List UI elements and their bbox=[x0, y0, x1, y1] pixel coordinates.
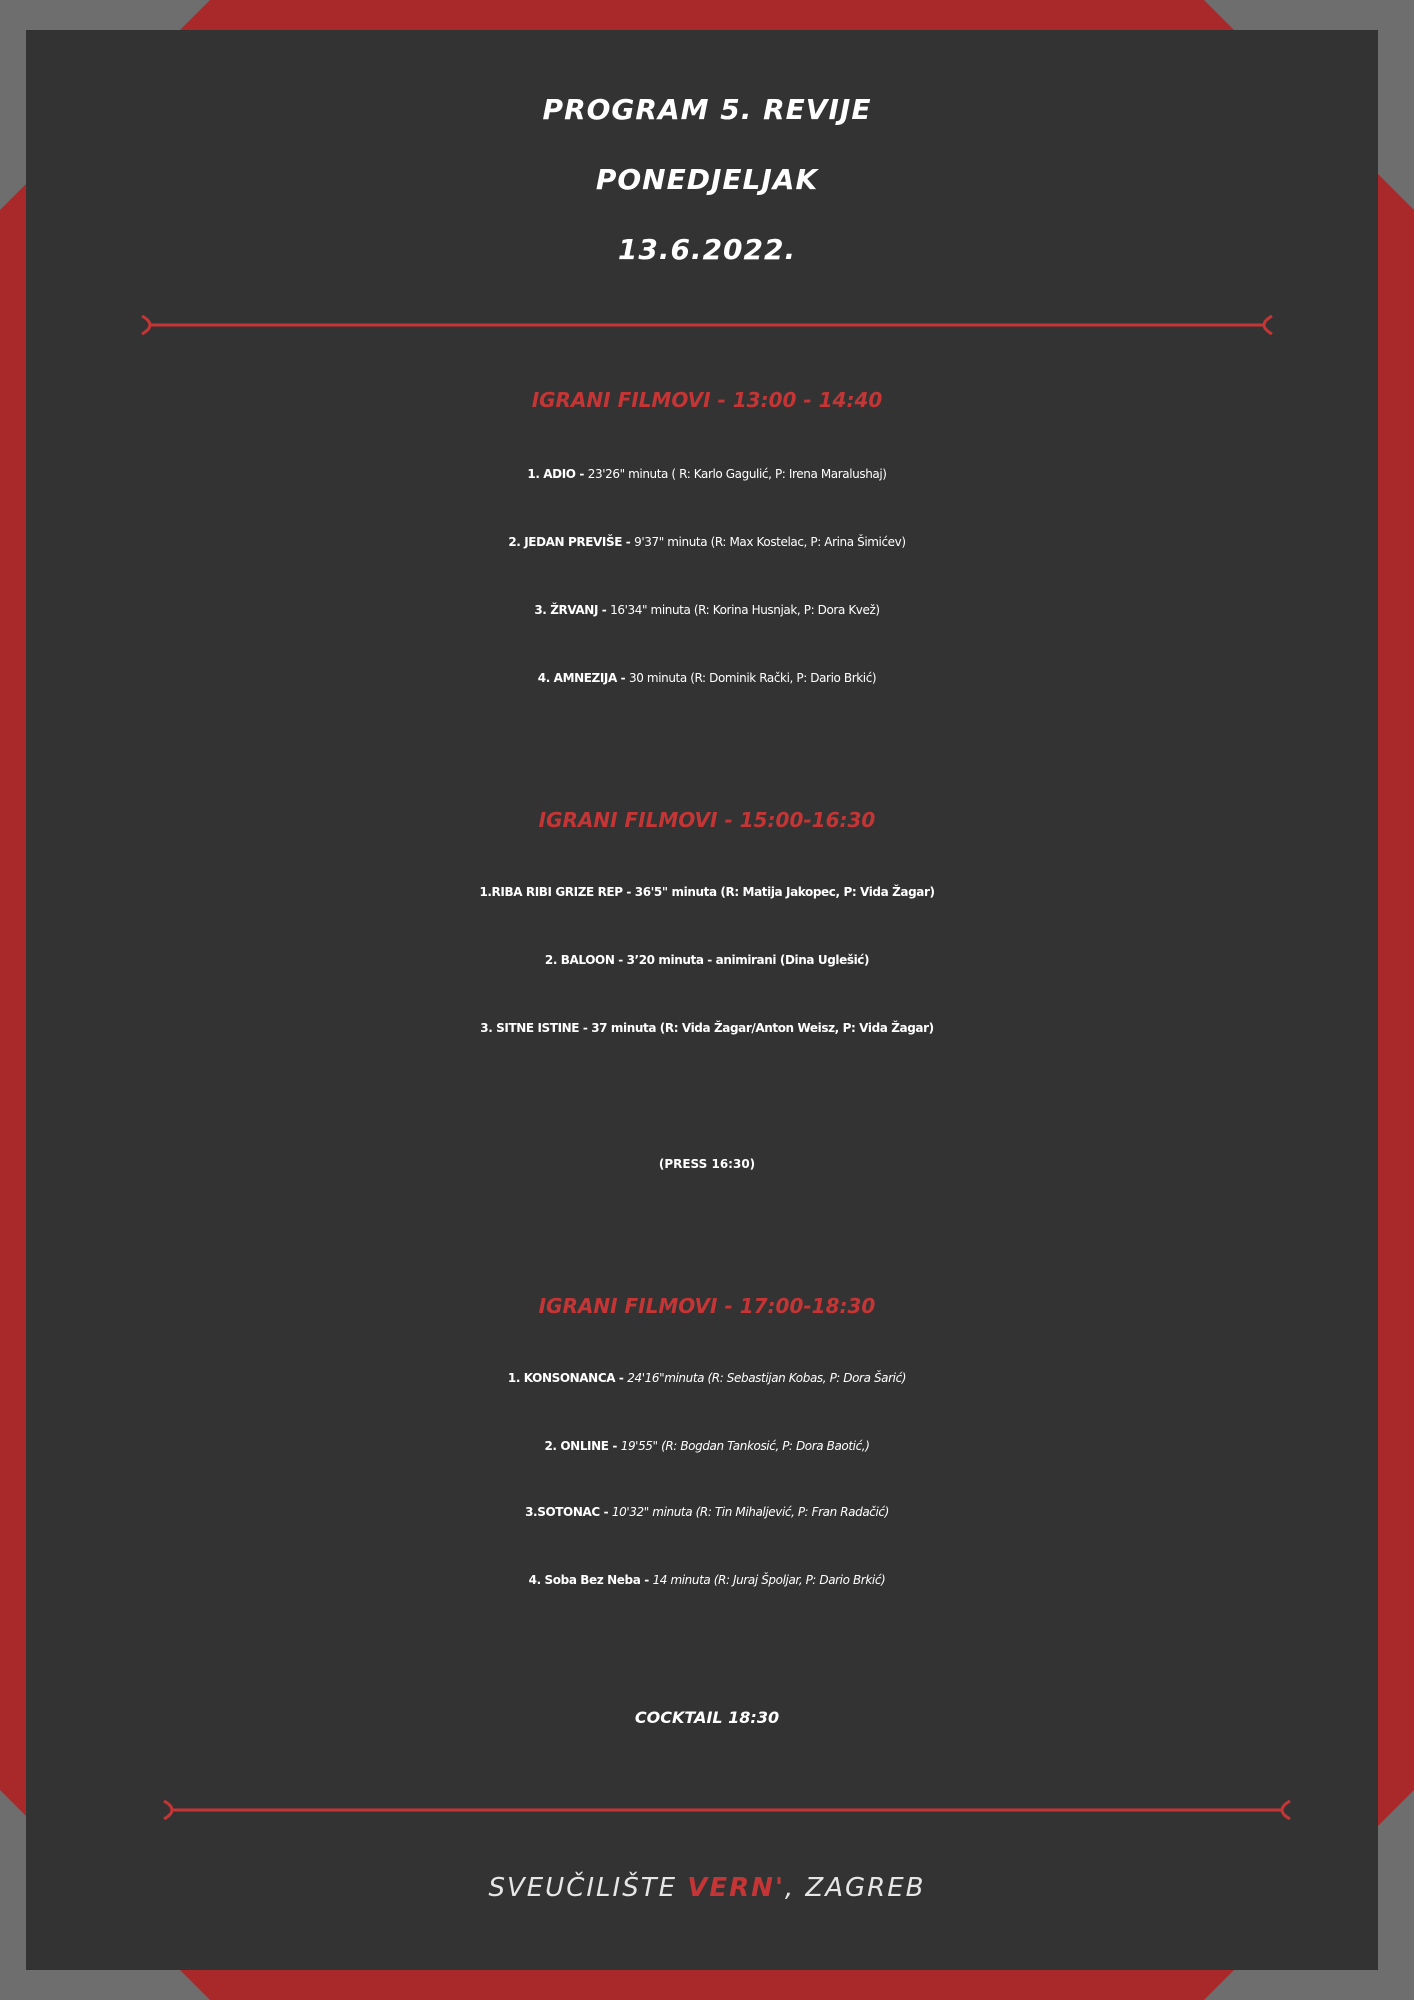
divider-top bbox=[140, 315, 1274, 335]
film-details: 19'55" (R: Bogdan Tankosić, P: Dora Baotić,) bbox=[620, 1439, 870, 1453]
film-title: 4. Soba Bez Neba - bbox=[528, 1573, 653, 1587]
film-title: 2. JEDAN PREVIŠE - bbox=[508, 535, 635, 549]
section-2-item-2 bbox=[0, 938, 1414, 982]
title-line-2: PONEDJELJAK bbox=[595, 163, 819, 196]
film-entry: 3. SITNE ISTINE - 37 minuta (R: Vida Žagar/Anton Weisz, P: Vida Žagar) bbox=[480, 1021, 934, 1035]
section-2-item-1 bbox=[0, 870, 1414, 914]
section-1-item-4 bbox=[0, 656, 1414, 700]
section-1-item-1 bbox=[0, 452, 1414, 496]
film-details: 30 minuta (R: Dominik Rački, P: Dario Brkić) bbox=[629, 671, 877, 685]
section-3-item-1 bbox=[0, 1356, 1414, 1400]
section-3-item-4 bbox=[0, 1558, 1414, 1602]
film-details: 23'26" minuta ( R: Karlo Gagulić, P: Irena Maralushaj) bbox=[587, 467, 887, 481]
section-3-heading: IGRANI FILMOVI - 17:00-18:30 bbox=[538, 1294, 876, 1318]
footer-brand: VERN' bbox=[687, 1873, 785, 1903]
press-note: (PRESS 16:30) bbox=[658, 1157, 756, 1171]
section-1-item-2 bbox=[0, 520, 1414, 564]
film-details: 9'37" minuta (R: Max Kostelac, P: Arina Šimićev) bbox=[634, 535, 906, 549]
film-title: 3. ŽRVANJ - bbox=[534, 603, 611, 617]
film-title: 4. AMNEZIJA - bbox=[537, 671, 630, 685]
footer-text: SVEUČILIŠTE bbox=[488, 1873, 688, 1903]
film-title: 1. KONSONANCA - bbox=[507, 1371, 628, 1385]
title-date: 13.6.2022. bbox=[617, 233, 797, 266]
section-3-item-3 bbox=[0, 1490, 1414, 1534]
cocktail-note: COCKTAIL 18:30 bbox=[634, 1708, 780, 1727]
section-3-item-2 bbox=[0, 1424, 1414, 1468]
footer-city: , ZAGREB bbox=[784, 1873, 926, 1903]
title-line-1: PROGRAM 5. REVIJE bbox=[542, 93, 872, 126]
film-title: 2. ONLINE - bbox=[544, 1439, 621, 1453]
section-1-heading: IGRANI FILMOVI - 13:00 - 14:40 bbox=[531, 388, 883, 412]
film-title: 1. ADIO - bbox=[527, 467, 588, 481]
film-title: 3.SOTONAC - bbox=[525, 1505, 612, 1519]
section-2-heading: IGRANI FILMOVI - 15:00-16:30 bbox=[538, 808, 876, 832]
footer-venue bbox=[0, 1858, 1414, 1918]
film-details: 16'34" minuta (R: Korina Husnjak, P: Dora Kvež) bbox=[610, 603, 880, 617]
film-entry: 2. BALOON - 3’20 minuta - animirani (Dina Uglešić) bbox=[544, 953, 870, 967]
film-details: 10'32" minuta (R: Tin Mihaljević, P: Fran Radačić) bbox=[611, 1505, 889, 1519]
film-entry: 1.RIBA RIBI GRIZE REP - 36'5" minuta (R: Matija Jakopec, P: Vida Žagar) bbox=[479, 885, 935, 899]
section-2-item-3 bbox=[0, 1006, 1414, 1050]
section-1-item-3 bbox=[0, 588, 1414, 632]
film-details: 14 minuta (R: Juraj Špoljar, P: Dario Brkić) bbox=[652, 1573, 886, 1587]
film-details: 24'16"minuta (R: Sebastijan Kobas, P: Dora Šarić) bbox=[627, 1371, 907, 1385]
divider-bottom bbox=[162, 1800, 1292, 1820]
